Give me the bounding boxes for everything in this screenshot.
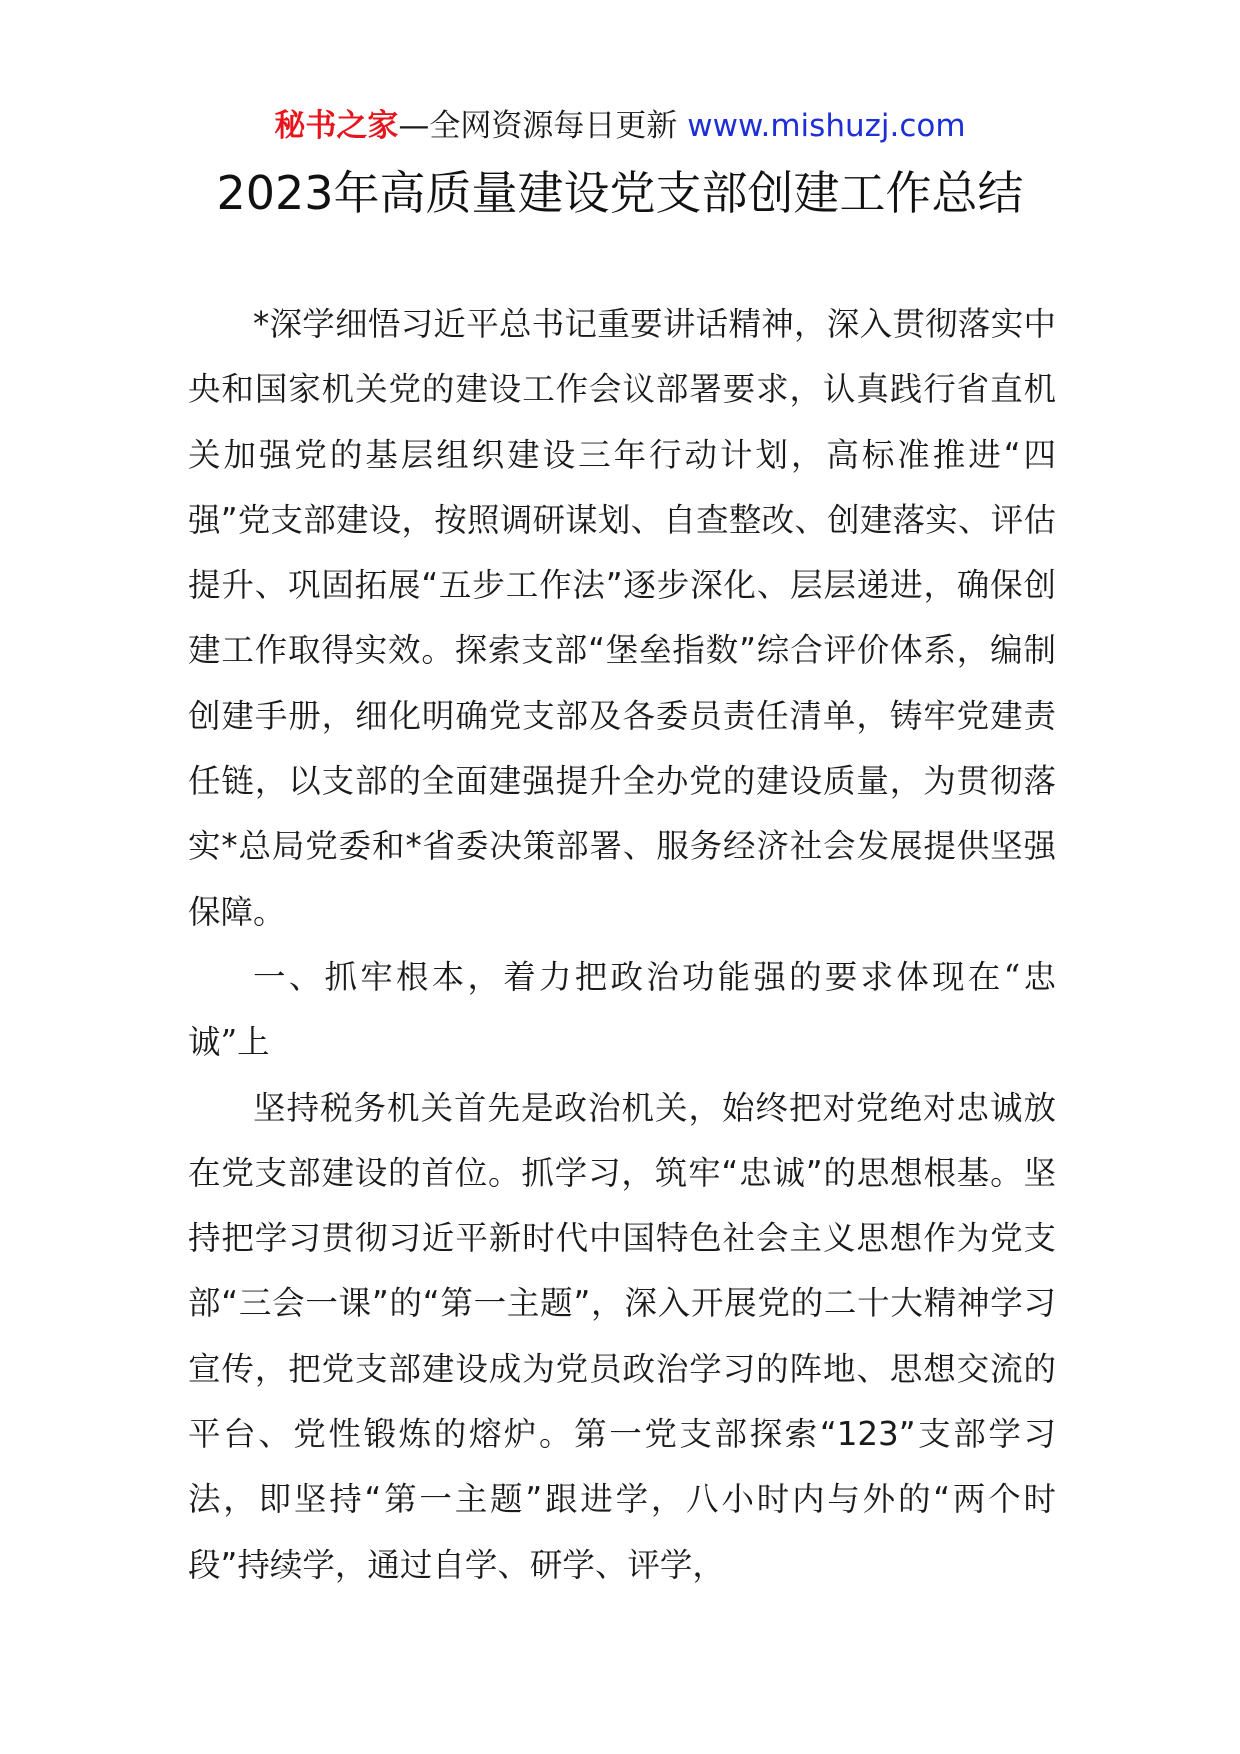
brand-name: 秘书之家: [274, 108, 399, 144]
intro-paragraph: *深学细悟习近平总书记重要讲话精神，深入贯彻落实中央和国家机关党的建设工作会议部署要求，认真践行省直机关加强党的基层组织建设三年行动计划，高标准推进“四强”党支部建设，按照调研谋划、自查整改、创建落实、评估提升、巩固拓展“五步工作法”逐步深化、层层递进，确保创建工作取得实效。探索支部“堡垒指数”综合评价体系，编制创建手册，细化明确党支部及各委员责任清单，铸牢党建责任链，以支部的全面建强提升全办党的建设质量，为贯彻落实*总局党委和*省委决策部署、服务经济社会发展提供坚强保障。: [188, 305, 1056, 931]
header-slogan: —全网资源每日更新: [398, 108, 678, 144]
section-heading: 一、抓牢根本，着力把政治功能强的要求体现在“忠诚”上: [188, 957, 1056, 1062]
site-url-link[interactable]: www.mishuzj.com: [687, 108, 966, 144]
site-header: [0, 104, 1240, 148]
document-body: [188, 292, 1056, 1598]
document-title: 2023年高质量建设党支部创建工作总结: [216, 166, 1024, 220]
body-paragraph: 坚持税务机关首先是政治机关，始终把对党绝对忠诚放在党支部建设的首位。抓学习，筑牢“忠诚”的思想根基。坚持把学习贯彻习近平新时代中国特色社会主义思想作为党支部“三会一课”的“第一主题”，深入开展党的二十大精神学习宣传，把党支部建设成为党员政治学习的阵地、思想交流的平台、党性锻炼的熔炉。第一党支部探索“123”支部学习法，即坚持“第一主题”跟进学，八小时内与外的“两个时段”持续学，通过自学、研学、评学，: [188, 1088, 1056, 1584]
